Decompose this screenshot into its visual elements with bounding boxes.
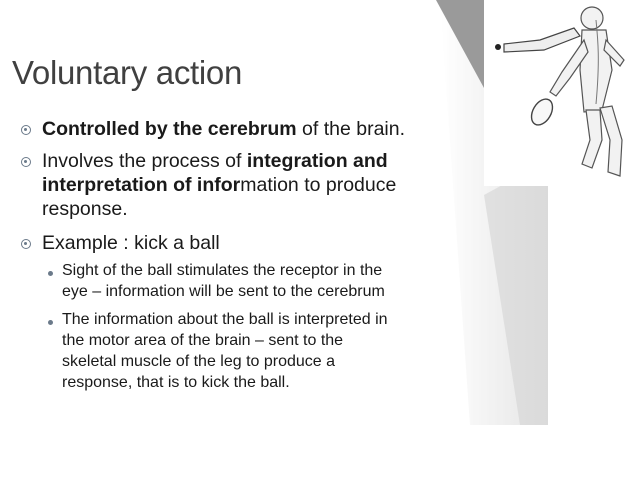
nerve-arrow [504,28,580,52]
figure-drawing [484,0,638,186]
right-leg [600,106,622,176]
bullet-line [42,174,396,197]
kicking-figure-illustration [484,0,638,186]
sub-bullet-line [62,353,335,371]
sub-bullet-line [62,283,385,301]
bullet-line [42,118,405,141]
sub-bullet-icon [48,271,53,276]
title-reflection [12,90,242,106]
text-run: Example : kick a ball [42,232,220,254]
left-leg [582,110,602,168]
bullet-icon [21,125,31,135]
sub-bullet-icon [48,320,53,325]
text-run: skeletal muscle of the leg to produce a [62,353,336,370]
sub-bullet-line [62,374,290,392]
slide-title: Voluntary action [12,54,243,91]
text-run: of the brain. [296,118,406,140]
text-run: The information about the ball is interpreted in [62,311,388,328]
bullet-icon [21,239,31,249]
head [581,7,603,29]
held-object [527,95,557,128]
bold-text: integration and [246,150,388,172]
bullet-icon [21,157,31,167]
bullet-line [42,150,388,173]
text-run: response, that is to kick the ball. [62,374,290,391]
text-run: response. [42,198,128,220]
text-run: eye – information will be sent to the cerebrum [62,283,385,300]
sub-bullet-line [62,262,382,280]
bold-text: interpretation of infor [42,174,241,196]
text-run: Involves the process of [42,150,247,172]
text-run: Sight of the ball stimulates the receptor in the [62,262,383,279]
bullet-line [42,198,128,221]
text-run: mation to produce [240,174,397,196]
ball-dot [495,44,501,50]
text-run: the motor area of the brain – sent to the [62,332,344,349]
sub-bullet-line [62,332,343,350]
bullet-line [42,232,220,255]
bold-text: Controlled by the cerebrum [42,118,297,140]
sub-bullet-line [62,311,388,329]
